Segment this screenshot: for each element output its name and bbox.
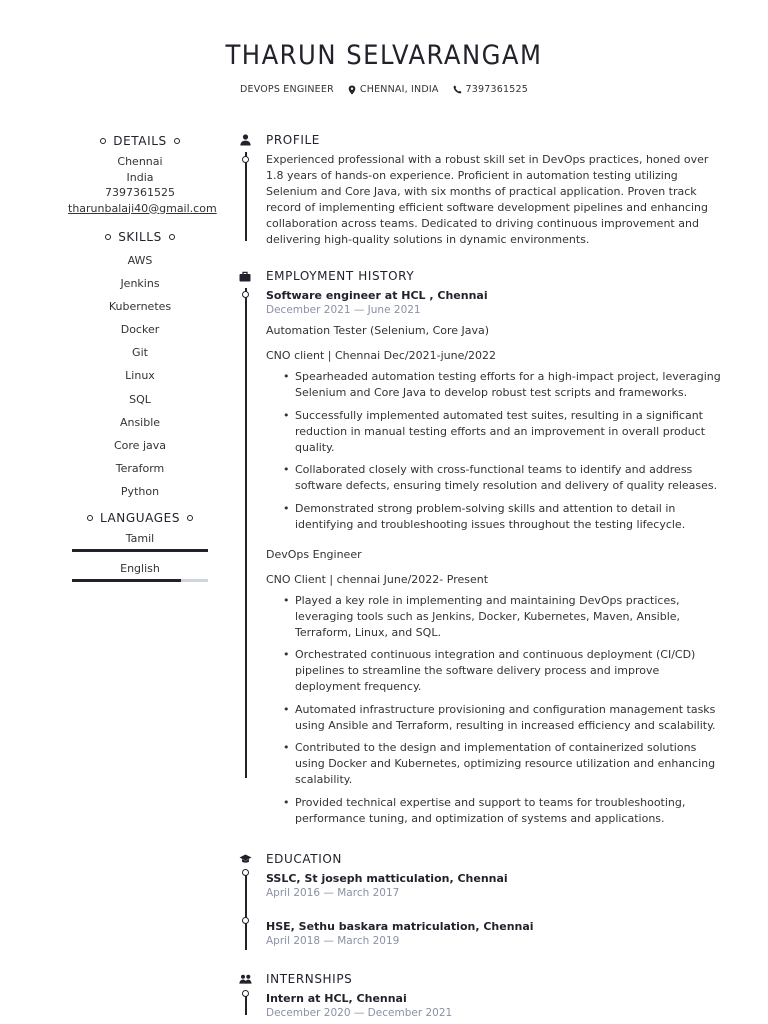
role-bullets [266,369,722,533]
role-bullets [266,593,722,827]
ring-icon [169,234,175,240]
skill-item: Core java [113,438,166,452]
location-text: CHENNAI, INDIA [359,84,439,95]
education-section [238,849,722,949]
timeline-dot [242,990,249,997]
skill-item: Jenkins [120,277,160,291]
skill-item: Teraform [115,461,165,475]
bullet-item: • Demonstrated strong problem-solving skills and attention to detail in identifying and troubleshooting issues throughout the testing lifecycle. [266,501,722,533]
skill-item: Docker [120,323,160,337]
languages-heading [68,509,212,527]
education-entry [266,871,722,901]
person-icon [238,133,252,147]
ring-icon [174,138,180,144]
bullet-item: • Provided technical expertise and support to teams for troubleshooting, performance tuning, and optimization of systems and applications. [266,795,722,827]
language-level-bar [72,579,208,582]
education-dates: April 2016 — March 2017 [266,886,400,899]
skill-item: Linux [125,369,155,383]
language-level-fill [72,579,181,582]
bullet-item: • Automated infrastructure provisioning and configuration management tasks using Ansible and Terraform, resulting in increased efficiency and scalability. [266,702,722,734]
details-title: DETAILS [113,134,167,148]
internship-dates: December 2020 — December 2021 [266,1006,453,1019]
internships-title: INTERNSHIPS [266,971,353,986]
language-level-bar [72,549,208,552]
skills-list [68,249,212,503]
bullet-item: • Successfully implemented automated test suites, resulting in a significant reduction in manual testing efforts and an improvement in overall product quality. [266,408,722,456]
internships-section [238,969,722,1021]
sidebar [68,132,217,582]
skill-item: Ansible [119,415,161,429]
ring-icon [87,515,93,521]
ring-icon [100,138,106,144]
role-title: Automation Tester (Selenium, Core Java) [266,324,490,337]
phone-text: 7397361525 [465,84,528,95]
details-heading [68,132,212,150]
profile-title: PROFILE [266,133,320,147]
profile-text: Experienced professional with a robust skill set in DevOps practices, honed over 1.8 years of hands-on experience. Proficient in automation testing utilizing Selenium and Core Java, with six months of practical application. Proven track record of implementing efficient software development pipelines and enhancing collaboration across teams. Dedicated to driving continuous improvement and delivering high-quality solutions in dynamic environments. [266,153,709,246]
internship-title-text: Intern at HCL, Chennai [266,991,407,1005]
phone-item [453,84,528,95]
ring-icon [187,515,193,521]
skill-item: Python [120,484,160,498]
skill-item: AWS [127,254,153,267]
internships-heading [266,969,722,989]
header-subline [0,84,768,95]
language-entry [68,561,212,582]
bullet-item: • Contributed to the design and implementation of containerized solutions using Docker and Kubernetes, optimizing resource utilization and enhancing scalability. [266,740,722,788]
education-heading [266,849,722,869]
language-name: English [120,562,160,576]
timeline-line [245,288,247,778]
phone-icon [453,85,462,94]
ring-icon [105,234,111,240]
language-level-fill [72,549,208,552]
education-title: EDUCATION [266,851,342,866]
location-pin-icon [348,85,356,95]
group-icon [238,972,252,986]
details-block [68,154,217,216]
skills-heading [68,228,212,246]
job-dates: December 2021 — June 2021 [266,304,421,316]
profile-section [238,130,722,248]
email-link[interactable]: tharunbalaji40@gmail.com [68,201,217,215]
bullet-item: • Spearheaded automation testing efforts for a high-impact project, leveraging Selenium and Core Java to develop robust test scripts and frameworks. [266,369,722,401]
role-client: CNO client | Chennai Dec/2021-june/2022 [266,349,497,362]
employment-heading [266,266,722,286]
timeline-dot [242,291,249,298]
job-title: Software engineer at HCL , Chennai [266,289,488,302]
profile-heading [266,130,722,150]
timeline-dot [242,869,249,876]
skill-item: Git [132,346,148,360]
timeline-dot [242,917,249,924]
internship-entry [266,991,722,1021]
bullet-item: • Orchestrated continuous integration and continuous deployment (CI/CD) pipelines to streamline the software delivery process and improve deployment frequency. [266,647,722,695]
skill-item: SQL [129,392,151,406]
language-entry [68,531,212,552]
graduation-cap-icon [238,852,252,866]
employment-title: EMPLOYMENT HISTORY [266,269,415,283]
education-dates: April 2018 — March 2019 [266,934,400,947]
education-entry [266,919,722,949]
role-title: DevOps Engineer [266,547,362,561]
role-client: CNO Client | chennai June/2022- Present [266,572,489,586]
role-item [240,84,334,95]
timeline-line [245,152,247,241]
education-title-text: SSLC, St joseph matticulation, Chennai [266,871,508,885]
bullet-item: • Collaborated closely with cross-functional teams to identify and address software defects, ensuring timely resolution and delivery of quality releases. [266,462,722,494]
bullet-item: • Played a key role in implementing and maintaining DevOps practices, leveraging tools such as Jenkins, Docker, Kubernetes, Maven, Ansible, Terraform, Linux, and SQL. [266,593,722,641]
resume-name: THARUN SELVARANGAM [225,40,543,71]
languages-title: LANGUAGES [99,511,181,526]
detail-city: Chennai [117,155,163,168]
detail-phone: 7397361525 [105,186,175,199]
skill-item: Kubernetes [108,300,172,314]
skills-title: SKILLS [118,230,162,244]
briefcase-icon [238,269,252,283]
languages-list [68,531,212,582]
role-text: DEVOPS ENGINEER [240,84,334,95]
location-item [348,84,439,95]
detail-country: India [126,170,154,184]
education-title-text: HSE, Sethu baskara matriculation, Chennai [266,919,534,933]
language-name: Tamil [125,532,155,546]
timeline-dot [242,156,249,163]
employment-section [238,266,722,827]
timeline-line [245,872,247,950]
main-column [238,130,722,1021]
